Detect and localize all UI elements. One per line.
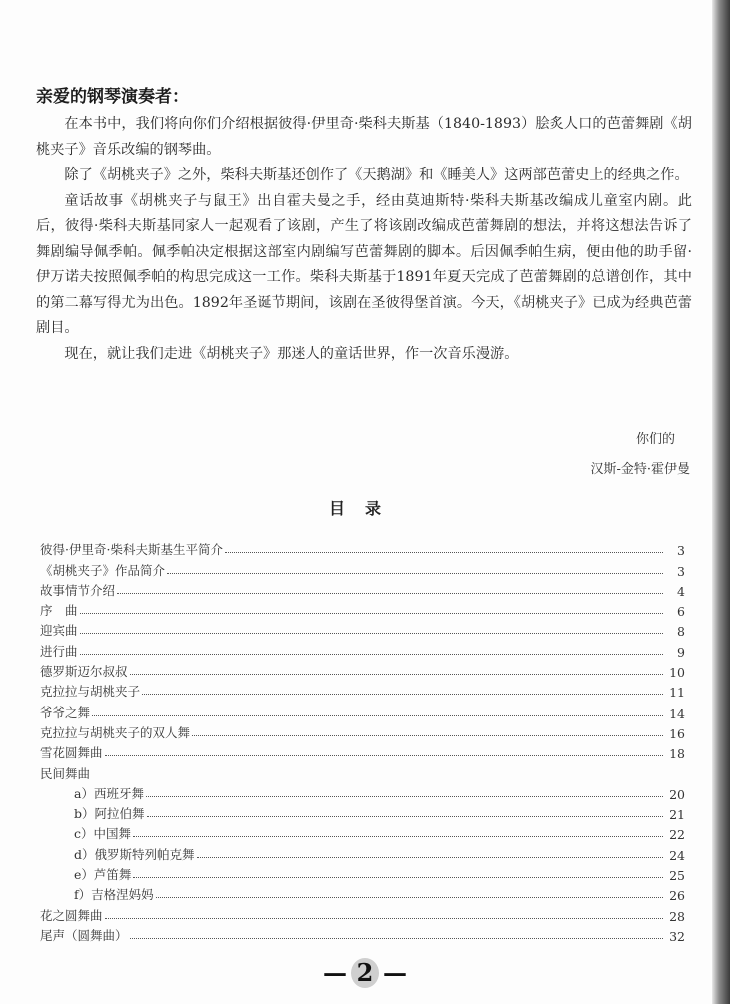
toc-entry-page: 3 [677, 563, 685, 579]
dot-leader [117, 593, 663, 594]
dot-leader [197, 857, 663, 858]
toc-entry-page: 14 [669, 705, 685, 721]
toc-entry-label: 进行曲 [40, 643, 78, 659]
toc-entry-label: b）阿拉伯舞 [74, 806, 145, 822]
toc-entry [40, 721, 685, 741]
toc-entry-page: 18 [669, 746, 685, 762]
toc-entry [40, 782, 685, 802]
toc-entry-label: 爷爷之舞 [40, 704, 91, 720]
toc-entry [40, 903, 685, 923]
toc-entry-label: 花之圆舞曲 [40, 907, 103, 923]
toc-entry-page: 4 [677, 583, 685, 599]
letter-body [36, 112, 692, 367]
dot-leader [130, 938, 663, 939]
dot-leader [92, 715, 663, 716]
toc-entry [40, 761, 685, 781]
footer-dash: — [323, 958, 347, 987]
toc-entry [40, 741, 685, 761]
toc-entry [40, 680, 685, 700]
toc-entry-page: 10 [669, 665, 685, 681]
paragraph: 除了《胡桃夹子》之外，柴科夫斯基还创作了《天鹅湖》和《睡美人》这两部芭蕾史上的经典之作。 [64, 167, 689, 183]
dot-leader [80, 613, 663, 614]
paragraph: 现在，就让我们走进《胡桃夹子》那迷人的童话世界，作一次音乐漫游。 [64, 345, 519, 362]
toc-entry-page: 3 [677, 543, 685, 559]
toc-entry [40, 619, 685, 639]
page-footer [0, 958, 730, 988]
toc-entry-label: 迎宾曲 [40, 623, 78, 639]
toc-entry-page: 9 [677, 644, 685, 660]
toc-entry [40, 822, 685, 842]
toc-entry-page: 24 [669, 847, 685, 863]
toc-entry [40, 639, 685, 659]
dot-leader [147, 816, 663, 817]
toc-entry-label: c）中国舞 [74, 826, 132, 842]
dot-leader [167, 573, 663, 574]
toc-entry-page: 20 [669, 786, 685, 802]
toc-entry-page: 32 [669, 928, 685, 944]
toc-entry-page: 11 [669, 685, 685, 701]
toc-entry-page: 28 [669, 908, 685, 924]
toc-entry-page: 16 [669, 725, 685, 741]
toc-entry [40, 538, 685, 558]
toc-entry-page: 6 [677, 604, 685, 620]
toc-entry-label: a）西班牙舞 [74, 785, 144, 801]
table-of-contents [40, 538, 685, 944]
dot-leader [146, 796, 663, 797]
toc-entry-label: 德罗斯迈尔叔叔 [40, 664, 128, 680]
toc-entry-label: 序 曲 [40, 603, 78, 619]
toc-entry-label: 彼得·伊里奇·柴科夫斯基生平简介 [40, 542, 223, 558]
toc-entry [40, 579, 685, 599]
toc-entry-label: 《胡桃夹子》作品简介 [40, 562, 166, 578]
toc-entry-label: d）俄罗斯特列帕克舞 [74, 846, 195, 862]
toc-entry [40, 842, 685, 862]
toc-entry [40, 599, 685, 619]
toc-entry [40, 863, 685, 883]
footer-dash: — [383, 958, 407, 987]
toc-title: 目录 [328, 499, 401, 518]
page-number: 2 [351, 958, 379, 988]
dot-leader [133, 877, 663, 878]
paragraph: 在本书中，我们将向你们介绍根据彼得·伊里奇·柴科夫斯基（1840-1893）脍炙人口的芭蕾舞剧《胡桃夹子》音乐改编的钢琴曲。 [36, 116, 692, 158]
dot-leader [156, 897, 663, 898]
toc-entry-page: 22 [669, 827, 685, 843]
dot-leader [105, 918, 663, 919]
dot-leader [80, 654, 663, 655]
dot-leader [80, 633, 663, 634]
toc-entry-label: 民间舞曲 [40, 765, 91, 781]
toc-entry [40, 802, 685, 822]
toc-entry-label: 故事情节介绍 [40, 582, 116, 598]
toc-entry [40, 924, 685, 944]
toc-entry-label: 尾声（圆舞曲） [40, 927, 128, 943]
toc-entry-page: 8 [677, 624, 685, 640]
dot-leader [142, 694, 663, 695]
toc-entry-label: 克拉拉与胡桃夹子的双人舞 [40, 724, 191, 740]
dot-leader [192, 735, 663, 736]
toc-entry-label: 雪花圆舞曲 [40, 745, 103, 761]
signature-line-1: 你们的 [635, 432, 675, 447]
dot-leader [225, 552, 663, 553]
toc-entry-page: 26 [669, 888, 685, 904]
toc-entry [40, 558, 685, 578]
toc-entry-label: 克拉拉与胡桃夹子 [40, 684, 141, 700]
dot-leader [130, 674, 663, 675]
dot-leader [105, 755, 663, 756]
toc-entry [40, 700, 685, 720]
dot-leader [133, 836, 663, 837]
signature-line-2: 汉斯-金特·霍伊曼 [590, 462, 690, 477]
toc-entry [40, 883, 685, 903]
toc-entry [40, 660, 685, 680]
greeting-heading: 亲爱的钢琴演奏者： [36, 87, 189, 107]
toc-entry-page: 25 [669, 868, 685, 884]
toc-entry-label: f）吉格涅妈妈 [74, 887, 154, 903]
paragraph: 童话故事《胡桃夹子与鼠王》出自霍夫曼之手，经由莫迪斯特·柴科夫斯基改编成儿童室内剧。此后，彼得·柴科夫斯基同家人一起观看了该剧，产生了将该剧改编成芭蕾舞剧的想法，并将这想法告诉了舞剧编导佩季帕。佩季帕决定根据这部室内剧编写芭蕾舞剧的脚本。后因佩季帕生病，便由他的助手留·伊万诺夫按照佩季帕的构思完成这一工作。柴科夫斯基于1891年夏天完成了芭蕾舞剧的总谱创作，其中的第二幕写得尤为出色。1892年圣诞节期间，该剧在圣彼得堡首演。今天，《胡桃夹子》已成为经典芭蕾剧目。 [36, 192, 692, 336]
toc-entry-page: 21 [669, 807, 685, 823]
toc-entry-label: e）芦笛舞 [74, 867, 132, 883]
